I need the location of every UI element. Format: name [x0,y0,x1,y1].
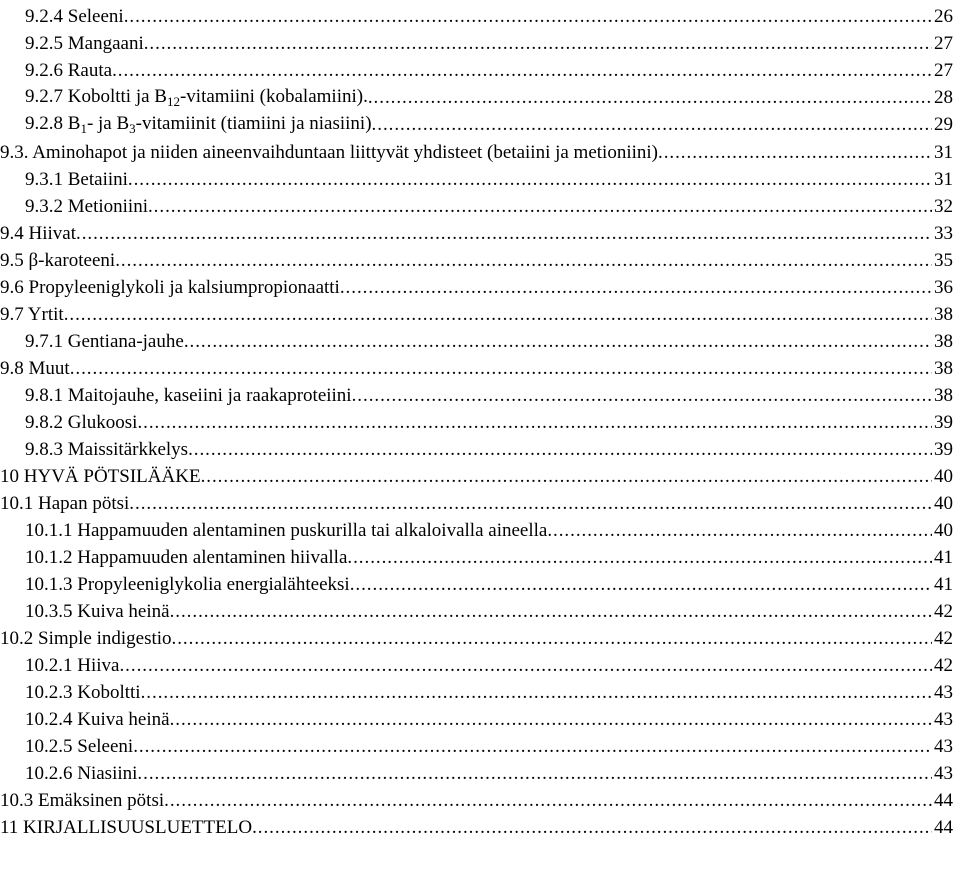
toc-entry-label: 9.3.1 Betaiini [25,169,128,190]
toc-entry[interactable] [25,514,953,542]
toc-dot-leader [76,223,932,245]
toc-entry-label: 11 KIRJALLISUUSLUETTELO [0,817,253,838]
toc-dot-leader [119,655,932,677]
toc-entry-label: 9.3.2 Metioniini [25,196,148,217]
toc-dot-leader [128,169,932,191]
toc-entry-label: 10.1.3 Propyleeniglykolia energialähteeksi [25,574,350,595]
toc-entry-label: 10.2.6 Niasiini [25,763,138,784]
toc-page-number: 31 [934,142,953,163]
toc-entry[interactable] [25,730,953,758]
toc-entry[interactable] [25,703,953,731]
toc-entry[interactable] [0,784,953,812]
toc-entry[interactable] [25,568,953,596]
toc-page-number: 27 [934,33,953,54]
toc-page-number: 43 [934,763,953,784]
toc-entry[interactable] [25,379,953,407]
toc-entry[interactable] [25,595,953,623]
toc-page-number: 40 [934,493,953,514]
toc-dot-leader [372,114,932,136]
toc-page-number: 42 [934,628,953,649]
toc-page-number: 35 [934,250,953,271]
toc-dot-leader [133,736,932,758]
toc-dot-leader [188,439,932,461]
toc-entry-label: 9.4 Hiivat [0,223,76,244]
toc-dot-leader [148,196,932,218]
toc-dot-leader [201,466,932,488]
toc-entry-label: 10.3.5 Kuiva heinä [25,601,170,622]
toc-entry-label-text: - ja B [86,113,130,134]
toc-entry[interactable] [0,622,953,650]
toc-dot-leader [352,385,932,407]
toc-page-number: 38 [934,358,953,379]
toc-page-number: 40 [934,520,953,541]
toc-entry[interactable] [25,190,953,218]
toc-entry-label: 9.3. Aminohapot ja niiden aineenvaihduntaan liittyvät yhdisteet (betaiini ja metioniini) [0,142,658,163]
toc-dot-leader [340,277,932,299]
toc-page-number: 44 [934,817,953,838]
toc-entry-label: 10.1.1 Happamuuden alentaminen puskurilla tai alkaloivalla aineella [25,520,548,541]
toc-page-number: 42 [934,601,953,622]
toc-page-number: 31 [934,169,953,190]
toc-page-number: 39 [934,412,953,433]
toc-page-number: 43 [934,682,953,703]
toc-page-number: 44 [934,790,953,811]
toc-entry-label: 10.2.5 Seleeni [25,736,134,757]
toc-entry-label [25,113,372,136]
toc-entry[interactable] [25,433,953,461]
toc-entry-label: 9.2.4 Seleeni [25,6,124,27]
toc-entry-subscript: 3 [129,121,136,136]
toc-entry[interactable] [25,325,953,353]
toc-page-number: 41 [934,547,953,568]
toc-entry-label: 10.2.3 Koboltti [25,682,141,703]
toc-page-number: 26 [934,6,953,27]
toc-entry[interactable] [25,541,953,569]
toc-entry-label: 10.2.1 Hiiva [25,655,120,676]
toc-entry[interactable] [25,0,953,28]
toc-entry-label: 10 HYVÄ PÖTSILÄÄKE [0,466,201,487]
toc-dot-leader [164,790,932,812]
toc-page-number: 27 [934,60,953,81]
toc-page-number: 40 [934,466,953,487]
toc-entry-label: 9.5 β-karoteeni [0,250,116,271]
toc-dot-leader [368,87,932,109]
toc-dot-leader [137,763,932,785]
toc-entry[interactable] [25,163,953,191]
toc-page-number: 42 [934,655,953,676]
toc-page-number: 39 [934,439,953,460]
toc-entry-label: 9.7 Yrtit [0,304,64,325]
toc-entry[interactable] [0,460,953,488]
toc-entry-label-text: -vitamiini (kobalamiini). [179,86,368,107]
toc-entry[interactable] [0,244,953,272]
toc-page-number: 38 [934,304,953,325]
toc-entry-label: 10.1 Hapan pötsi [0,493,130,514]
toc-page-number: 32 [934,196,953,217]
toc-entry[interactable] [0,811,953,839]
toc-page-number: 38 [934,331,953,352]
toc-entry[interactable] [25,649,953,677]
toc-dot-leader [350,574,932,596]
toc-entry[interactable] [25,54,953,82]
toc-dot-leader [141,682,932,704]
toc-dot-leader [252,817,932,839]
toc-entry[interactable] [0,298,953,326]
toc-dot-leader [184,331,932,353]
toc-entry-label: 9.2.5 Mangaani [25,33,144,54]
toc-dot-leader [64,304,932,326]
toc-entry-label [25,86,368,109]
toc-entry-label: 10.2 Simple indigestio [0,628,172,649]
toc-dot-leader [547,520,932,542]
toc-dot-leader [347,547,932,569]
toc-entry[interactable] [0,217,953,245]
toc-entry[interactable] [0,271,953,299]
toc-entry[interactable] [25,27,953,55]
toc-dot-leader [129,493,932,515]
toc-entry-subscript: 12 [166,94,180,109]
toc-entry[interactable] [25,81,953,109]
toc-entry-label: 9.8 Muut [0,358,70,379]
toc-entry[interactable] [0,136,953,164]
toc-entry-label: 10.1.2 Happamuuden alentaminen hiivalla [25,547,348,568]
toc-entry-label-text: 9.2.7 Koboltti ja B [25,86,167,107]
toc-dot-leader [124,6,932,28]
toc-page-number: 36 [934,277,953,298]
toc-entry-label: 9.8.2 Glukoosi [25,412,138,433]
toc-entry[interactable] [0,487,953,515]
toc-dot-leader [112,60,932,82]
toc-dot-leader [115,250,932,272]
toc-entry[interactable] [25,108,953,136]
toc-dot-leader [137,412,932,434]
toc-page-number: 29 [934,114,953,135]
toc-page-number: 43 [934,736,953,757]
toc-entry-label: 9.2.6 Rauta [25,60,113,81]
toc-entry-label: 9.7.1 Gentiana-jauhe [25,331,184,352]
toc-entry-label: 9.8.3 Maissitärkkelys [25,439,189,460]
toc-dot-leader [172,628,932,650]
toc-entry-label: 9.8.1 Maitojauhe, kaseiini ja raakaproteiini [25,385,352,406]
toc-entry-subscript: 1 [80,121,87,136]
toc-entry[interactable] [25,757,953,785]
toc-entry-label: 9.6 Propyleeniglykoli ja kalsiumpropionaatti [0,277,340,298]
toc-entry-label: 10.3 Emäksinen pötsi [0,790,165,811]
toc-dot-leader [144,33,932,55]
toc-entry[interactable] [25,676,953,704]
toc-page-number: 43 [934,709,953,730]
toc-dot-leader [658,142,932,164]
toc-entry[interactable] [0,352,953,380]
toc-dot-leader [70,358,932,380]
toc-entry-label-text: 9.2.8 B [25,113,81,134]
toc-page-number: 41 [934,574,953,595]
toc-page-number: 33 [934,223,953,244]
toc-entry[interactable] [25,406,953,434]
toc-dot-leader [170,601,932,623]
toc-page-number: 38 [934,385,953,406]
toc-entry-label: 10.2.4 Kuiva heinä [25,709,170,730]
toc-page-number: 28 [934,87,953,108]
toc-entry-label-text: -vitamiinit (tiamiini ja niasiini) [135,113,372,134]
toc-dot-leader [170,709,932,731]
